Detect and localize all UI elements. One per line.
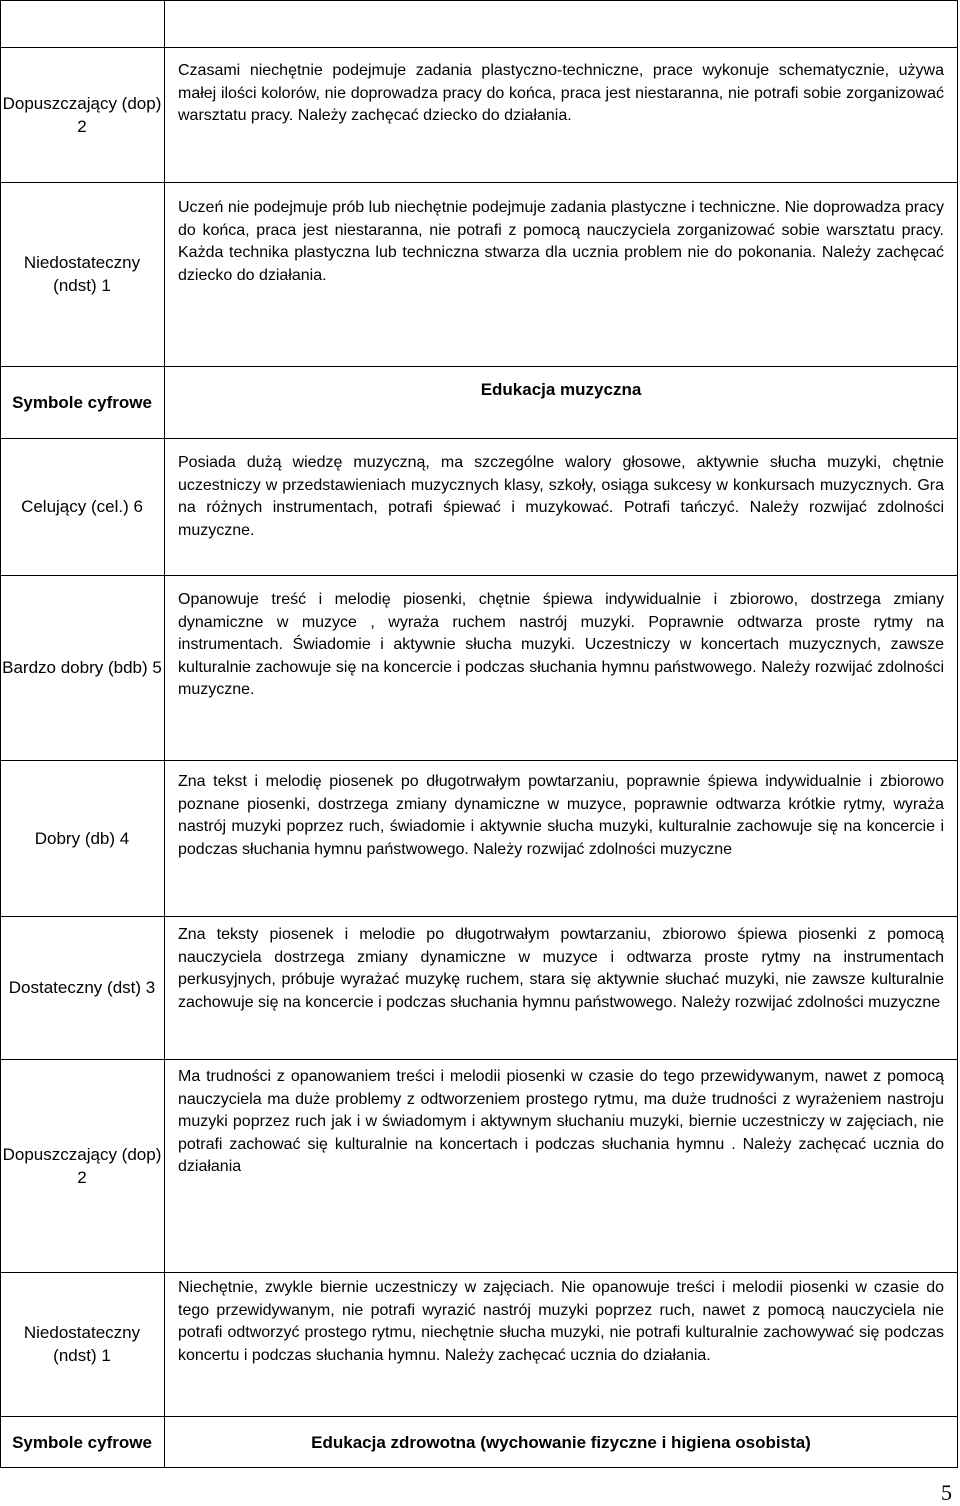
symbols-header: Symbole cyfrowe [12,392,152,412]
symbols-header: Symbole cyfrowe [12,1432,152,1452]
grade-label: Dobry (db) 4 [34,828,130,848]
page-number: 5 [941,1480,952,1505]
grade-description: Zna teksty piosenek i melodie po długotrwałym powtarzaniu, zbiorowo śpiewa piosenki z pomocą nauczyciela dostrzega zmiany dynamiczne w muzyce i odtwarza proste rytmy na instrumentach perkusyjnych, próbuje wyrażać muzykę ruchem, stara się aktywnie słuchać muzyki, nie zawsze kulturalnie zachowuje się na koncercie i podczas słuchania hymnu państwowego. Należy rozwijać zdolności muzyczne [178,926,944,1011]
grade-description: Posiada dużą wiedzę muzyczną, ma szczególne walory głosowe, aktywnie słucha muzyki, chętnie uczestniczy w przedstawieniach muzycznych klasy, szkoły, osiąga sukcesy w konkursach muzycznych. Gra na różnych instrumentach, potrafi śpiewać i muzykować. Potrafi tańczyć. Należy rozwijać zdolności muzyczne. [178,454,944,539]
grade-label: Niedostateczny (ndst) 1 [23,1323,141,1365]
grade-description: Zna tekst i melodię piosenek po długotrwałym powtarzaniu, poprawnie śpiewa indywidualnie i zbiorowo poznane piosenki, dostrzega zmiany dynamiczne w muzyce, poprawnie odtwarza krótkie rytmy, wyraża nastrój muzyki poprzez ruch, świadomie i aktywnie słucha muzyki, kulturalnie zachowuje się na koncercie i podczas słuchania hymnu państwowego. Należy rozwijać zdolności muzyczne [178,773,944,858]
grade-label: Dopuszczający (dop) 2 [2,1144,162,1187]
grade-description: Opanowuje treść i melodię piosenki, chętnie śpiewa indywidualnie i zbiorowo, dostrzega zmiany dynamiczne w muzyce , wyraża ruchem nastrój muzyki. Poprawnie odtwarza proste rytmy na instrumentach. Świadomie i aktywnie słucha muzyki. Uczestniczy w koncertach muzycznych, zawsze kulturalnie zachowuje się na koncercie i podczas słuchania hymnu państwowego. Należy rozwijać zdolności muzyczne. [178,591,944,698]
grade-label: Niedostateczny (ndst) 1 [23,253,141,295]
section-title: Edukacja zdrowotna (wychowanie fizyczne i higiena osobista) [311,1433,811,1452]
grade-description: Czasami niechętnie podejmuje zadania plastyczno-techniczne, prace wykonuje schematycznie, używa małej ilości kolorów, nie doprowadza pracy do końca, praca jest niestaranna, nie potrafi sobie zorganizować warsztatu pracy. Należy zachęcać dziecko do działania. [178,62,944,124]
grade-label: Dostateczny (dst) 3 [8,978,156,997]
grade-label: Dopuszczający (dop) 2 [2,93,162,136]
section-title: Edukacja muzyczna [480,380,642,399]
column-divider [164,0,165,1468]
grade-description: Niechętnie, zwykle biernie uczestniczy w zajęciach. Nie opanowuje treści i melodii piosenki w czasie do tego przewidywanym, nie potrafi wyrazić nastrój muzyki poprzez ruch, nawet z pomocą nauczyciela nie potrafi odtworzyć prostego rytmu, niechętnie słucha muzyki, nie potrafi kulturalnie zachowywać się podczas koncertu i podczas słuchania hymnu. Należy zachęcać ucznia do działania. [178,1279,944,1364]
grade-description: Uczeń nie podejmuje prób lub niechętnie podejmuje zadania plastyczne i techniczne. Nie doprowadza pracy do końca, praca jest niestaranna, nie potrafi z pomocą nauczyciela zorganizować sobie warsztatu pracy. Każda technika plastyczna lub techniczna stwarza dla ucznia problem nie do pokonania. Należy zachęcać dziecko do działania. [178,199,944,284]
grade-description: Ma trudności z opanowaniem treści i melodii piosenki w czasie do tego przewidywanym, nawet z pomocą nauczyciela ma duże problemy z odtworzeniem prostego rytmu, ma duże trudności z wyrażeniem nastroju muzyki poprzez ruch jak i w świadomym i aktywnym słuchaniu muzyki, biernie uczestniczy w zajęciach, nie potrafi zachować się kulturalnie na koncertach i podczas słuchania hymnu . Należy zachęcać ucznia do działania [178,1068,944,1175]
grade-label: Bardzo dobry (bdb) 5 [2,658,162,677]
grade-label: Celujący (cel.) 6 [21,497,143,516]
